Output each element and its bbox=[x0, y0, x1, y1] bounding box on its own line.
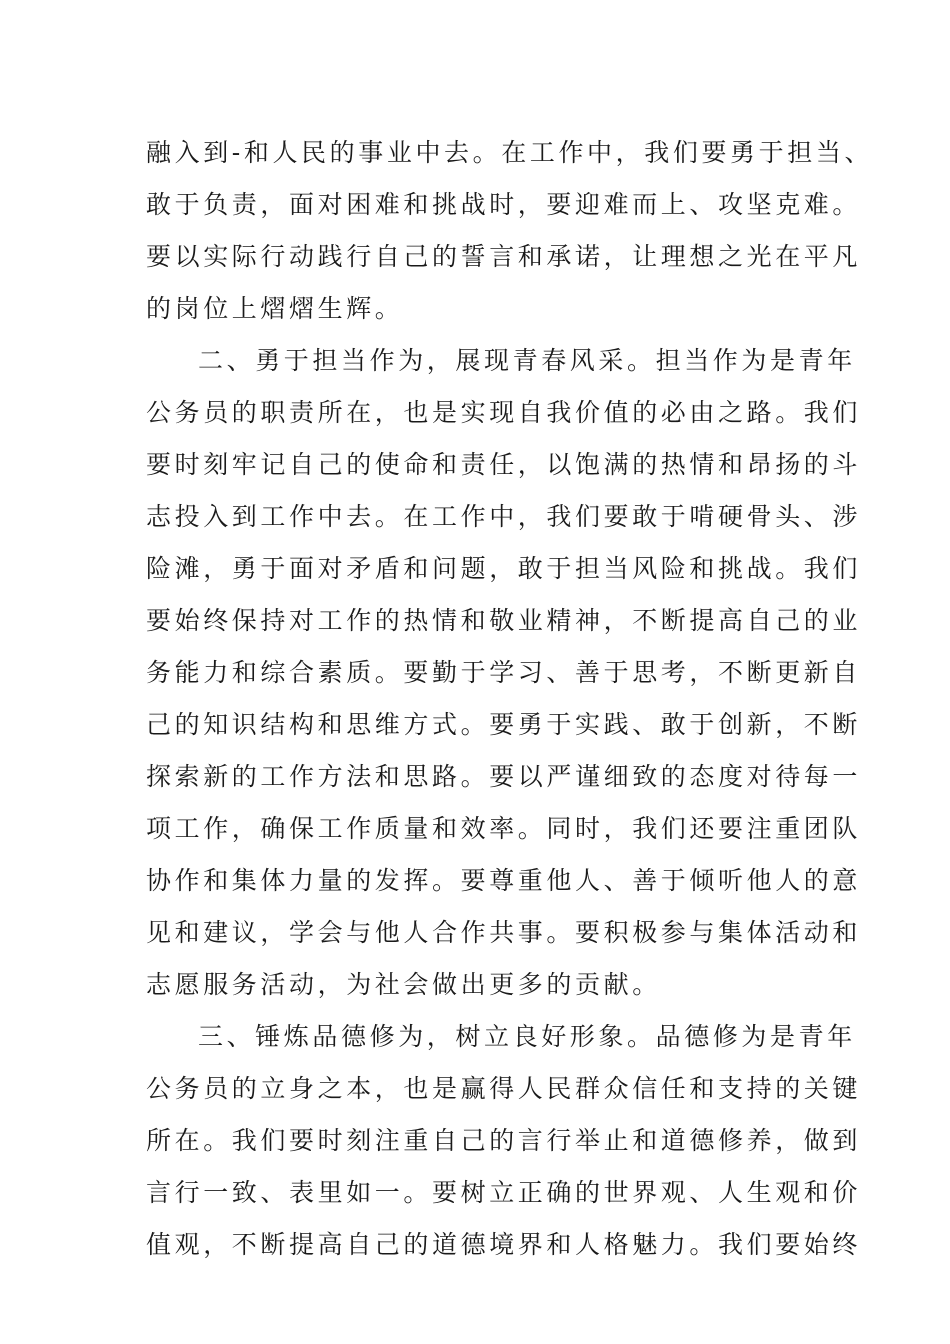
text-line: 务能力和综合素质。要勤于学习、善于思考，不断更新自 bbox=[146, 658, 862, 687]
text-line: 见和建议，学会与他人合作共事。要积极参与集体活动和 bbox=[146, 918, 862, 947]
text-line: 己的知识结构和思维方式。要勇于实践、敢于创新，不断 bbox=[146, 710, 862, 739]
text-line: 公务员的立身之本，也是赢得人民群众信任和支持的关键 bbox=[146, 1074, 862, 1103]
text-line: 协作和集体力量的发挥。要尊重他人、善于倾听他人的意 bbox=[146, 866, 862, 895]
section-heading-line: 二、勇于担当作为，展现青春风采。担当作为是青年 bbox=[198, 346, 856, 375]
text-line: 所在。我们要时刻注重自己的言行举止和道德修养，做到 bbox=[146, 1126, 862, 1155]
text-line: 公务员的职责所在，也是实现自我价值的必由之路。我们 bbox=[146, 398, 862, 427]
text-line: 的岗位上熠熠生辉。 bbox=[146, 294, 404, 323]
text-line: 要时刻牢记自己的使命和责任，以饱满的热情和昂扬的斗 bbox=[146, 450, 862, 479]
section-heading-line: 三、锤炼品德修为，树立良好形象。品德修为是青年 bbox=[198, 1022, 856, 1051]
text-line: 险滩，勇于面对矛盾和问题，敢于担当风险和挑战。我们 bbox=[146, 554, 862, 583]
text-line: 要始终保持对工作的热情和敬业精神，不断提高自己的业 bbox=[146, 606, 862, 635]
document-body bbox=[146, 127, 874, 1271]
text-line: 项工作，确保工作质量和效率。同时，我们还要注重团队 bbox=[146, 814, 862, 843]
text-line: 探索新的工作方法和思路。要以严谨细致的态度对待每一 bbox=[146, 762, 862, 791]
text-line: 志投入到工作中去。在工作中，我们要敢于啃硬骨头、涉 bbox=[146, 502, 862, 531]
text-line: 敢于负责，面对困难和挑战时，要迎难而上、攻坚克难。 bbox=[146, 190, 862, 219]
text-line: 值观，不断提高自己的道德境界和人格魅力。我们要始终 bbox=[146, 1230, 862, 1259]
text-line: 志愿服务活动，为社会做出更多的贡献。 bbox=[146, 970, 661, 999]
text-line: 融入到-和人民的事业中去。在工作中，我们要勇于担当、 bbox=[146, 138, 874, 167]
text-line: 要以实际行动践行自己的誓言和承诺，让理想之光在平凡 bbox=[146, 242, 862, 271]
text-line: 言行一致、表里如一。要树立正确的世界观、人生观和价 bbox=[146, 1178, 862, 1207]
